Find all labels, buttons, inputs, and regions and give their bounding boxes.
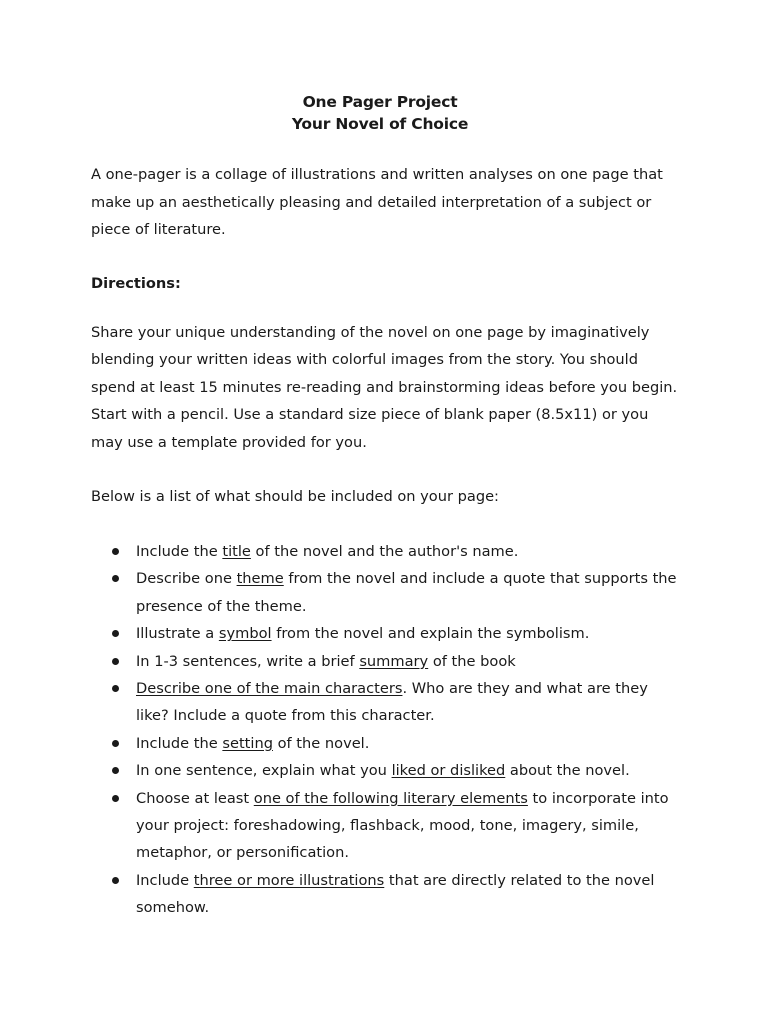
document-title (0, 91, 760, 135)
directions-paragraph: Share your unique understanding of the novel on one page by imaginatively blending your written ideas with colorful images from the story. You should spend at least 15 minutes re-reading and brainstorming ideas before you begin. Start with a pencil. Use a standard size piece of blank paper (8.5x11) or you may use a template provided for you. (91, 324, 678, 451)
bullet-icon (112, 630, 119, 637)
underlined-term: three or more illustrations (193, 871, 385, 889)
list-item: Describe one theme from the novel and include a quote that supports the presence of the theme. (112, 565, 677, 620)
bullet-icon (112, 767, 119, 774)
directions-heading: Directions: (91, 275, 181, 292)
list-item: Include three or more illustrations that are directly related to the novel somehow. (112, 867, 677, 922)
list-item: Include the setting of the novel. (112, 730, 677, 757)
underlined-term: theme (236, 570, 284, 588)
list-item: In 1-3 sentences, write a brief summary of the book (112, 648, 677, 675)
underlined-term: one of the following literary elements (253, 789, 528, 807)
bullet-icon (112, 795, 119, 802)
bullet-icon (112, 658, 119, 665)
bullet-icon (112, 575, 119, 582)
list-item: Choose at least one of the following literary elements to incorporate into your project: foreshadowing, flashback, mood, tone, imagery, simile, metaphor, or personification. (112, 785, 677, 867)
underlined-term: symbol (218, 625, 272, 643)
bullet-icon (112, 740, 119, 747)
underlined-term: liked or disliked (391, 762, 506, 780)
bullet-icon (112, 685, 119, 692)
bullet-icon (112, 877, 119, 884)
underlined-term: setting (222, 734, 273, 752)
underlined-term: title (222, 543, 251, 560)
list-item: Include the title of the novel and the author's name. (112, 538, 677, 565)
requirements-list (112, 538, 677, 922)
list-item: Illustrate a symbol from the novel and explain the symbolism. (112, 620, 677, 647)
list-item: In one sentence, explain what you liked or disliked about the novel. (112, 757, 677, 784)
list-intro: Below is a list of what should be included on your page: (91, 488, 499, 505)
underlined-term: summary (359, 652, 429, 670)
bullet-icon (112, 548, 119, 555)
title-line: One Pager Project (302, 93, 458, 111)
underlined-term: Describe one of the main characters (136, 680, 403, 698)
subtitle-line: Your Novel of Choice (291, 115, 469, 133)
intro-paragraph: A one-pager is a collage of illustrations and written analyses on one page that make up an aesthetically pleasing and detailed interpretation of a subject or piece of literature. (91, 166, 663, 239)
list-item: Describe one of the main characters. Who are they and what are they like? Include a quote from this character. (112, 675, 677, 730)
